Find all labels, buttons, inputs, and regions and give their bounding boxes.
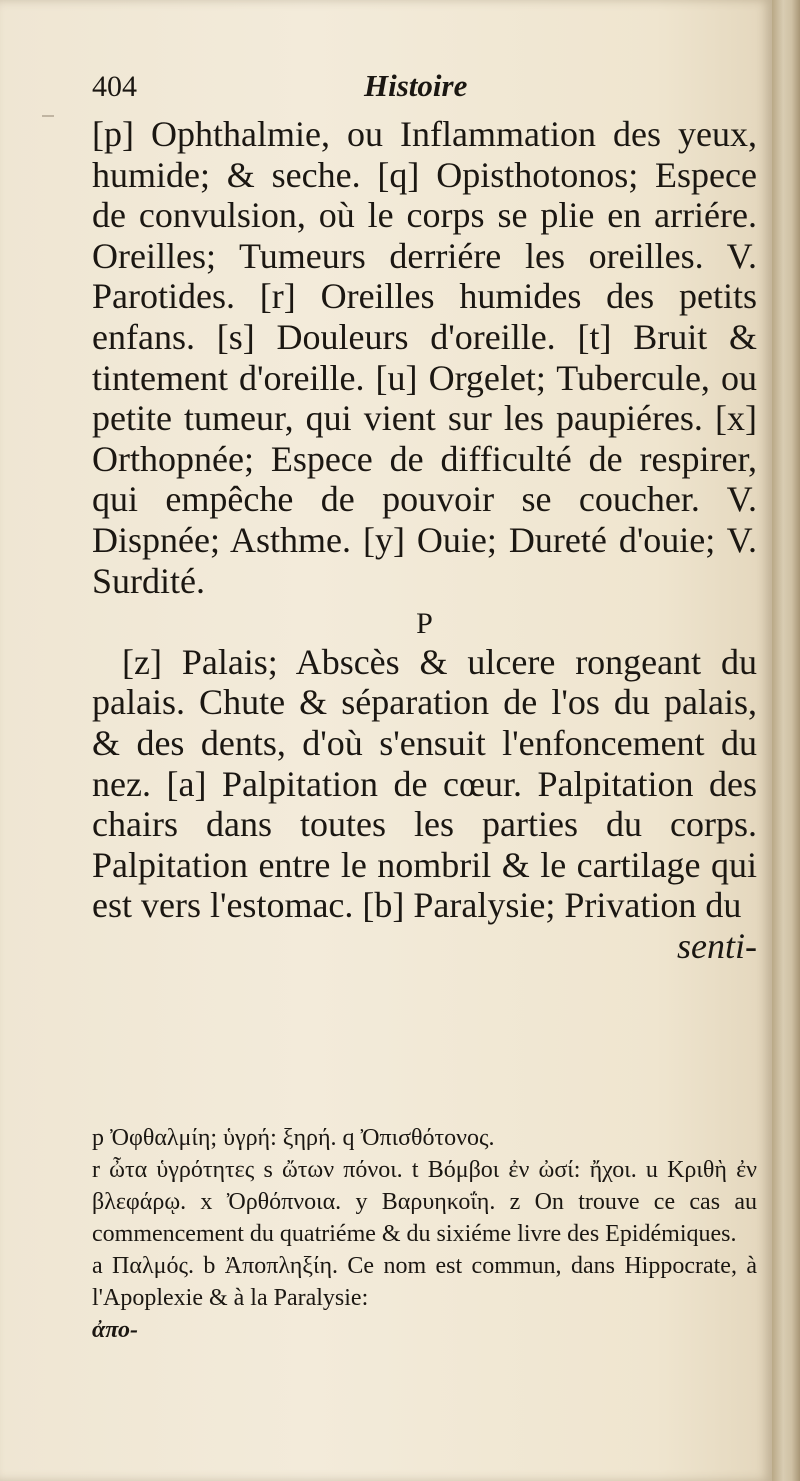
catchword: ἀπο-: [92, 1317, 139, 1343]
entries-p: [z] Palais; Abscès & ulcere rongeant du palais. Chute & séparation de l'os du palais, & des dents, d'où s'ensuit l'enfoncement du nez. [a] Palpitation de cœur. Palpitation des chairs dans toutes les parties du corps. Palpitation entre le nombril & le cartilage qui est vers l'estomac. [b] Paralysie; Privation du: [92, 641, 757, 926]
main-text: [92, 114, 757, 966]
footnote-line: r ὦτα ὑγρότητες s ὤτων πόνοι. t Βόμβοι ἐν ὠσί: ἤχοι. u Κριθὴ ἐν βλεφάρῳ. x Ὀρθόπνοια. y Βαρυηκοΐη. z On trouve ce cas au commencement du quatriéme & du sixiéme livre des Epidémiques.: [92, 1157, 757, 1247]
hyphenated-word-end: senti-: [677, 925, 757, 966]
footnotes: [92, 1122, 757, 1346]
book-gutter: [772, 0, 800, 1481]
section-letter: P: [416, 607, 433, 641]
footnote-line: a Παλμός. b Ἀποπληξίη. Ce nom est commun, dans Hippocrate, à l'Apoplexie & à la Paralysie:: [92, 1253, 757, 1311]
ink-smudge: [42, 115, 54, 117]
entries-o: [p] Ophthalmie, ou Inflammation des yeux, humide; & seche. [q] Opisthotonos; Espece de convulsion, où le corps se plie en arriére. Oreilles; Tumeurs derriére les oreilles. V. Parotides. [r] Oreilles humides des petits enfans. [s] Douleurs d'oreille. [t] Bruit & tintement d'oreille. [u] Orgelet; Tubercule, ou petite tumeur, qui vient sur les paupiéres. [x] Orthopnée; Espece de difficulté de respirer, qui empêche de pouvoir se coucher. V. Dispnée; Asthme. [y] Ouie; Dureté d'ouie; V. Surdité.: [92, 114, 757, 601]
running-title: Histoire: [364, 68, 468, 103]
footnote-line: p Ὀφθαλμίη; ὑγρή: ξηρή. q Ὀπισθότονος.: [92, 1125, 495, 1151]
page-header: [92, 70, 757, 114]
page-number: 404: [92, 70, 137, 103]
